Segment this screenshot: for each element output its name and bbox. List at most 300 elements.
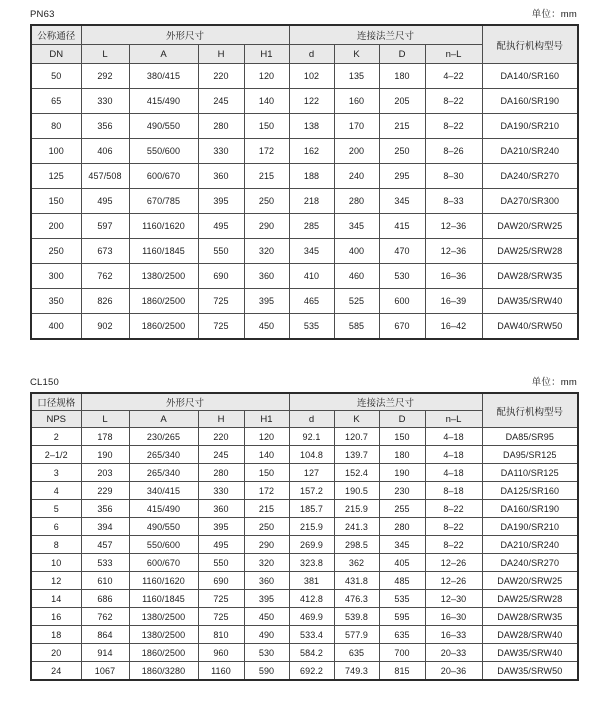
table-cell: 298.5 (334, 536, 379, 554)
table-cell: 495 (198, 214, 244, 239)
table-cell: 16–33 (425, 626, 482, 644)
cl150-table-body (31, 428, 578, 681)
table-cell: 125 (31, 164, 81, 189)
header-h: H (198, 45, 244, 64)
table-cell: 539.8 (334, 608, 379, 626)
table-cell: 190 (379, 464, 425, 482)
table-cell: 229 (81, 482, 129, 500)
header-k: K (334, 45, 379, 64)
table-row (31, 89, 578, 114)
table-cell: 597 (81, 214, 129, 239)
table-cell: 1160/1620 (129, 214, 198, 239)
table-cell: 360 (198, 164, 244, 189)
table-cell: DAW28/SRW35 (482, 264, 578, 289)
table-cell: 18 (31, 626, 81, 644)
table-cell: 8–22 (425, 518, 482, 536)
table-row (31, 214, 578, 239)
table-cell: 600/670 (129, 164, 198, 189)
table-cell: 215 (244, 164, 289, 189)
header-outline-dimensions: 外形尺寸 (81, 25, 289, 45)
table-row (31, 164, 578, 189)
table-cell: 203 (81, 464, 129, 482)
header-k: K (334, 411, 379, 428)
table-row (31, 239, 578, 264)
table-cell: 8–22 (425, 500, 482, 518)
table-cell: 350 (31, 289, 81, 314)
table-row (31, 289, 578, 314)
table-cell: 290 (244, 214, 289, 239)
table-cell: 20 (31, 644, 81, 662)
table-cell: 50 (31, 64, 81, 89)
table-cell: 533.4 (289, 626, 334, 644)
table-cell: 749.3 (334, 662, 379, 681)
table-cell: 405 (379, 554, 425, 572)
table-cell: 172 (244, 482, 289, 500)
table-cell: DA210/SR240 (482, 536, 578, 554)
table-cell: DA140/SR160 (482, 64, 578, 89)
table-cell: DAW28/SRW35 (482, 608, 578, 626)
table-cell: 300 (31, 264, 81, 289)
table-cell: 485 (379, 572, 425, 590)
table-cell: 394 (81, 518, 129, 536)
table-cell: 200 (334, 139, 379, 164)
table-cell: 8–33 (425, 189, 482, 214)
cl150-unit-label: 单位：mm (531, 377, 577, 388)
table-cell: 725 (198, 590, 244, 608)
table-cell: 5 (31, 500, 81, 518)
table-cell: 8–22 (425, 114, 482, 139)
table-cell: 810 (198, 626, 244, 644)
table-cell: 412.8 (289, 590, 334, 608)
cl150-table-header (31, 393, 578, 428)
table-row (31, 139, 578, 164)
table-cell: 157.2 (289, 482, 334, 500)
cl150-table-title: CL150 (30, 377, 59, 388)
table-cell: 8–22 (425, 89, 482, 114)
table-row (31, 500, 578, 518)
table-cell: 220 (198, 64, 244, 89)
table-cell: 415/490 (129, 89, 198, 114)
table-cell: 864 (81, 626, 129, 644)
table-cell: 345 (334, 214, 379, 239)
cl150-caption-row (30, 377, 577, 389)
table-cell: DAW35/SRW40 (482, 289, 578, 314)
table-cell: 533 (81, 554, 129, 572)
table-row (31, 554, 578, 572)
table-cell: 280 (198, 114, 244, 139)
table-cell: 1860/3280 (129, 662, 198, 681)
table-cell: 345 (289, 239, 334, 264)
header-actuator-model: 配执行机构型号 (482, 393, 578, 428)
table-cell: 815 (379, 662, 425, 681)
table-cell: 2–1/2 (31, 446, 81, 464)
table-cell: 490/550 (129, 114, 198, 139)
table-cell: 914 (81, 644, 129, 662)
table-cell: 180 (379, 446, 425, 464)
table-cell: 550/600 (129, 139, 198, 164)
table-cell: 265/340 (129, 464, 198, 482)
pn63-table (30, 24, 579, 340)
header-n-l: n–L (425, 411, 482, 428)
header-n-l: n–L (425, 45, 482, 64)
table-cell: 285 (289, 214, 334, 239)
table-cell: 139.7 (334, 446, 379, 464)
table-row (31, 608, 578, 626)
pn63-table-body (31, 64, 578, 340)
table-cell: 12 (31, 572, 81, 590)
table-cell: 692.2 (289, 662, 334, 681)
table-cell: 230 (379, 482, 425, 500)
table-cell: 395 (198, 518, 244, 536)
table-cell: 150 (244, 114, 289, 139)
table-cell: DAW20/SRW25 (482, 572, 578, 590)
table-cell: 4 (31, 482, 81, 500)
table-cell: 340/415 (129, 482, 198, 500)
table-cell: 292 (81, 64, 129, 89)
table-cell: 356 (81, 114, 129, 139)
table-cell: 490/550 (129, 518, 198, 536)
table-cell: 16–36 (425, 264, 482, 289)
header-d-large: D (379, 411, 425, 428)
table-cell: 400 (334, 239, 379, 264)
table-cell: 205 (379, 89, 425, 114)
table-cell: 360 (198, 500, 244, 518)
table-cell: DA160/SR190 (482, 500, 578, 518)
table-cell: 104.8 (289, 446, 334, 464)
table-cell: 1380/2500 (129, 264, 198, 289)
header-group-row (31, 393, 578, 411)
table-cell: 245 (198, 446, 244, 464)
table-cell: 762 (81, 264, 129, 289)
table-cell: 577.9 (334, 626, 379, 644)
table-cell: DA190/SR210 (482, 114, 578, 139)
table-cell: 550 (198, 239, 244, 264)
table-cell: 215.9 (289, 518, 334, 536)
table-row (31, 536, 578, 554)
table-cell: 12–30 (425, 590, 482, 608)
table-cell: 1160/1620 (129, 572, 198, 590)
table-row (31, 626, 578, 644)
table-cell: DA125/SR160 (482, 482, 578, 500)
table-cell: 8 (31, 536, 81, 554)
table-cell: 135 (334, 64, 379, 89)
table-cell: 295 (379, 164, 425, 189)
table-cell: 20–33 (425, 644, 482, 662)
header-d-small: d (289, 45, 334, 64)
table-cell: 610 (81, 572, 129, 590)
table-cell: DAW35/SRW50 (482, 662, 578, 681)
table-cell: 170 (334, 114, 379, 139)
table-cell: 250 (31, 239, 81, 264)
table-cell: 180 (379, 64, 425, 89)
table-cell: 395 (198, 189, 244, 214)
table-cell: 320 (244, 239, 289, 264)
table-cell: 12–36 (425, 214, 482, 239)
table-row (31, 428, 578, 446)
table-cell: 457 (81, 536, 129, 554)
table-cell: 3 (31, 464, 81, 482)
header-pipe-size: 口径规格 (31, 393, 81, 411)
table-cell: 102 (289, 64, 334, 89)
table-cell: DA95/SR125 (482, 446, 578, 464)
table-row (31, 482, 578, 500)
table-cell: 400 (31, 314, 81, 340)
table-cell: DA110/SR125 (482, 464, 578, 482)
header-a: A (129, 411, 198, 428)
table-cell: 700 (379, 644, 425, 662)
table-cell: 220 (198, 428, 244, 446)
table-cell: 725 (198, 314, 244, 340)
table-cell: 1160/1845 (129, 590, 198, 608)
table-cell: 140 (244, 89, 289, 114)
table-cell: 138 (289, 114, 334, 139)
table-cell: 65 (31, 89, 81, 114)
table-cell: 535 (379, 590, 425, 608)
table-cell: 8–18 (425, 482, 482, 500)
table-cell: 600/670 (129, 554, 198, 572)
table-cell: 450 (244, 608, 289, 626)
table-cell: 14 (31, 590, 81, 608)
table-cell: 172 (244, 139, 289, 164)
table-cell: 670/785 (129, 189, 198, 214)
table-cell: 240 (334, 164, 379, 189)
table-cell: 406 (81, 139, 129, 164)
table-cell: 280 (379, 518, 425, 536)
table-cell: 673 (81, 239, 129, 264)
table-row (31, 572, 578, 590)
table-row (31, 518, 578, 536)
table-cell: 16–42 (425, 314, 482, 340)
table-cell: 457/508 (81, 164, 129, 189)
table-cell: 160 (334, 89, 379, 114)
table-cell: 600 (379, 289, 425, 314)
table-cell: 8–22 (425, 536, 482, 554)
table-cell: 585 (334, 314, 379, 340)
table-cell: 1160 (198, 662, 244, 681)
table-cell: 12–36 (425, 239, 482, 264)
table-cell: 320 (244, 554, 289, 572)
table-row (31, 189, 578, 214)
table-cell: 584.2 (289, 644, 334, 662)
table-cell: 345 (379, 536, 425, 554)
table-cell: 470 (379, 239, 425, 264)
table-cell: 360 (244, 264, 289, 289)
pn63-caption-row (30, 9, 577, 21)
table-row (31, 446, 578, 464)
table-cell: 635 (379, 626, 425, 644)
table-cell: 4–18 (425, 464, 482, 482)
table-cell: 1860/2500 (129, 289, 198, 314)
header-nominal-diameter: 公称通径 (31, 25, 81, 45)
table-cell: 762 (81, 608, 129, 626)
table-cell: 395 (244, 590, 289, 608)
table-cell: 230/265 (129, 428, 198, 446)
table-cell: 16 (31, 608, 81, 626)
table-cell: 495 (198, 536, 244, 554)
table-cell: 1860/2500 (129, 644, 198, 662)
table-cell: 120 (244, 64, 289, 89)
header-l: L (81, 45, 129, 64)
table-cell: 530 (379, 264, 425, 289)
table-cell: 590 (244, 662, 289, 681)
table-row (31, 662, 578, 681)
table-row (31, 114, 578, 139)
table-cell: 250 (379, 139, 425, 164)
table-cell: 330 (198, 482, 244, 500)
table-cell: 269.9 (289, 536, 334, 554)
table-cell: 410 (289, 264, 334, 289)
table-cell: 92.1 (289, 428, 334, 446)
table-cell: 686 (81, 590, 129, 608)
header-a: A (129, 45, 198, 64)
table-cell: 12–26 (425, 554, 482, 572)
table-cell: 525 (334, 289, 379, 314)
table-row (31, 590, 578, 608)
table-cell: 80 (31, 114, 81, 139)
table-cell: 4–18 (425, 428, 482, 446)
table-cell: 8–26 (425, 139, 482, 164)
header-h1: H1 (244, 45, 289, 64)
table-cell: 1160/1845 (129, 239, 198, 264)
cl150-table (30, 392, 579, 681)
table-cell: 902 (81, 314, 129, 340)
table-cell: 960 (198, 644, 244, 662)
table-cell: DAW40/SRW50 (482, 314, 578, 340)
table-cell: 460 (334, 264, 379, 289)
table-cell: 670 (379, 314, 425, 340)
table-cell: 280 (198, 464, 244, 482)
table-cell: DAW25/SRW28 (482, 239, 578, 264)
header-d-small: d (289, 411, 334, 428)
table-row (31, 464, 578, 482)
table-cell: 380/415 (129, 64, 198, 89)
header-h1: H1 (244, 411, 289, 428)
table-row (31, 264, 578, 289)
table-cell: 6 (31, 518, 81, 536)
header-flange-dimensions: 连接法兰尺寸 (289, 25, 482, 45)
pn63-table-header (31, 25, 578, 64)
table-cell: 162 (289, 139, 334, 164)
table-cell: DA240/SR270 (482, 554, 578, 572)
table-cell: 24 (31, 662, 81, 681)
pn63-section (30, 9, 577, 340)
table-cell: DAW35/SRW40 (482, 644, 578, 662)
table-cell: 120 (244, 428, 289, 446)
table-cell: 490 (244, 626, 289, 644)
table-cell: 1380/2500 (129, 626, 198, 644)
table-row (31, 644, 578, 662)
table-cell: 725 (198, 608, 244, 626)
table-cell: 150 (244, 464, 289, 482)
table-cell: 495 (81, 189, 129, 214)
cl150-section (30, 377, 577, 681)
table-cell: 4–22 (425, 64, 482, 89)
table-cell: 1067 (81, 662, 129, 681)
table-cell: 450 (244, 314, 289, 340)
table-cell: 1860/2500 (129, 314, 198, 340)
table-cell: 635 (334, 644, 379, 662)
table-cell: 188 (289, 164, 334, 189)
table-cell: 431.8 (334, 572, 379, 590)
table-cell: DA210/SR240 (482, 139, 578, 164)
table-cell: 550/600 (129, 536, 198, 554)
table-cell: 690 (198, 572, 244, 590)
header-h: H (198, 411, 244, 428)
header-outline-dimensions: 外形尺寸 (81, 393, 289, 411)
header-d-large: D (379, 45, 425, 64)
table-cell: DAW28/SRW40 (482, 626, 578, 644)
table-cell: 241.3 (334, 518, 379, 536)
table-cell: 550 (198, 554, 244, 572)
table-cell: 415 (379, 214, 425, 239)
header-actuator-model: 配执行机构型号 (482, 25, 578, 64)
table-cell: 10 (31, 554, 81, 572)
table-cell: 16–39 (425, 289, 482, 314)
table-cell: 140 (244, 446, 289, 464)
table-cell: 323.8 (289, 554, 334, 572)
table-cell: 16–30 (425, 608, 482, 626)
table-cell: 330 (198, 139, 244, 164)
table-cell: 150 (31, 189, 81, 214)
table-cell: 8–30 (425, 164, 482, 189)
table-cell: 12–26 (425, 572, 482, 590)
table-cell: 415/490 (129, 500, 198, 518)
table-cell: 250 (244, 189, 289, 214)
pn63-unit-label: 单位：mm (531, 9, 577, 20)
table-cell: 362 (334, 554, 379, 572)
table-cell: 265/340 (129, 446, 198, 464)
table-cell: 595 (379, 608, 425, 626)
table-cell: 218 (289, 189, 334, 214)
table-cell: 255 (379, 500, 425, 518)
table-cell: 190.5 (334, 482, 379, 500)
table-cell: DA240/SR270 (482, 164, 578, 189)
header-nps: NPS (31, 411, 81, 428)
table-cell: 2 (31, 428, 81, 446)
table-cell: 345 (379, 189, 425, 214)
header-group-row (31, 25, 578, 45)
pn63-table-title: PN63 (30, 9, 55, 20)
table-cell: 122 (289, 89, 334, 114)
table-cell: 280 (334, 189, 379, 214)
table-cell: 127 (289, 464, 334, 482)
table-cell: 290 (244, 536, 289, 554)
table-cell: 215 (244, 500, 289, 518)
table-cell: 530 (244, 644, 289, 662)
table-cell: 1380/2500 (129, 608, 198, 626)
table-cell: 190 (81, 446, 129, 464)
table-cell: DA85/SR95 (482, 428, 578, 446)
table-cell: 4–18 (425, 446, 482, 464)
table-cell: 725 (198, 289, 244, 314)
table-cell: 250 (244, 518, 289, 536)
table-cell: 690 (198, 264, 244, 289)
header-l: L (81, 411, 129, 428)
table-cell: DAW20/SRW25 (482, 214, 578, 239)
table-cell: 381 (289, 572, 334, 590)
table-cell: DAW25/SRW28 (482, 590, 578, 608)
table-cell: 185.7 (289, 500, 334, 518)
table-cell: 178 (81, 428, 129, 446)
table-cell: 215.9 (334, 500, 379, 518)
table-cell: 150 (379, 428, 425, 446)
table-cell: 120.7 (334, 428, 379, 446)
table-cell: 245 (198, 89, 244, 114)
table-cell: 360 (244, 572, 289, 590)
table-cell: 20–36 (425, 662, 482, 681)
table-cell: 395 (244, 289, 289, 314)
table-cell: 215 (379, 114, 425, 139)
